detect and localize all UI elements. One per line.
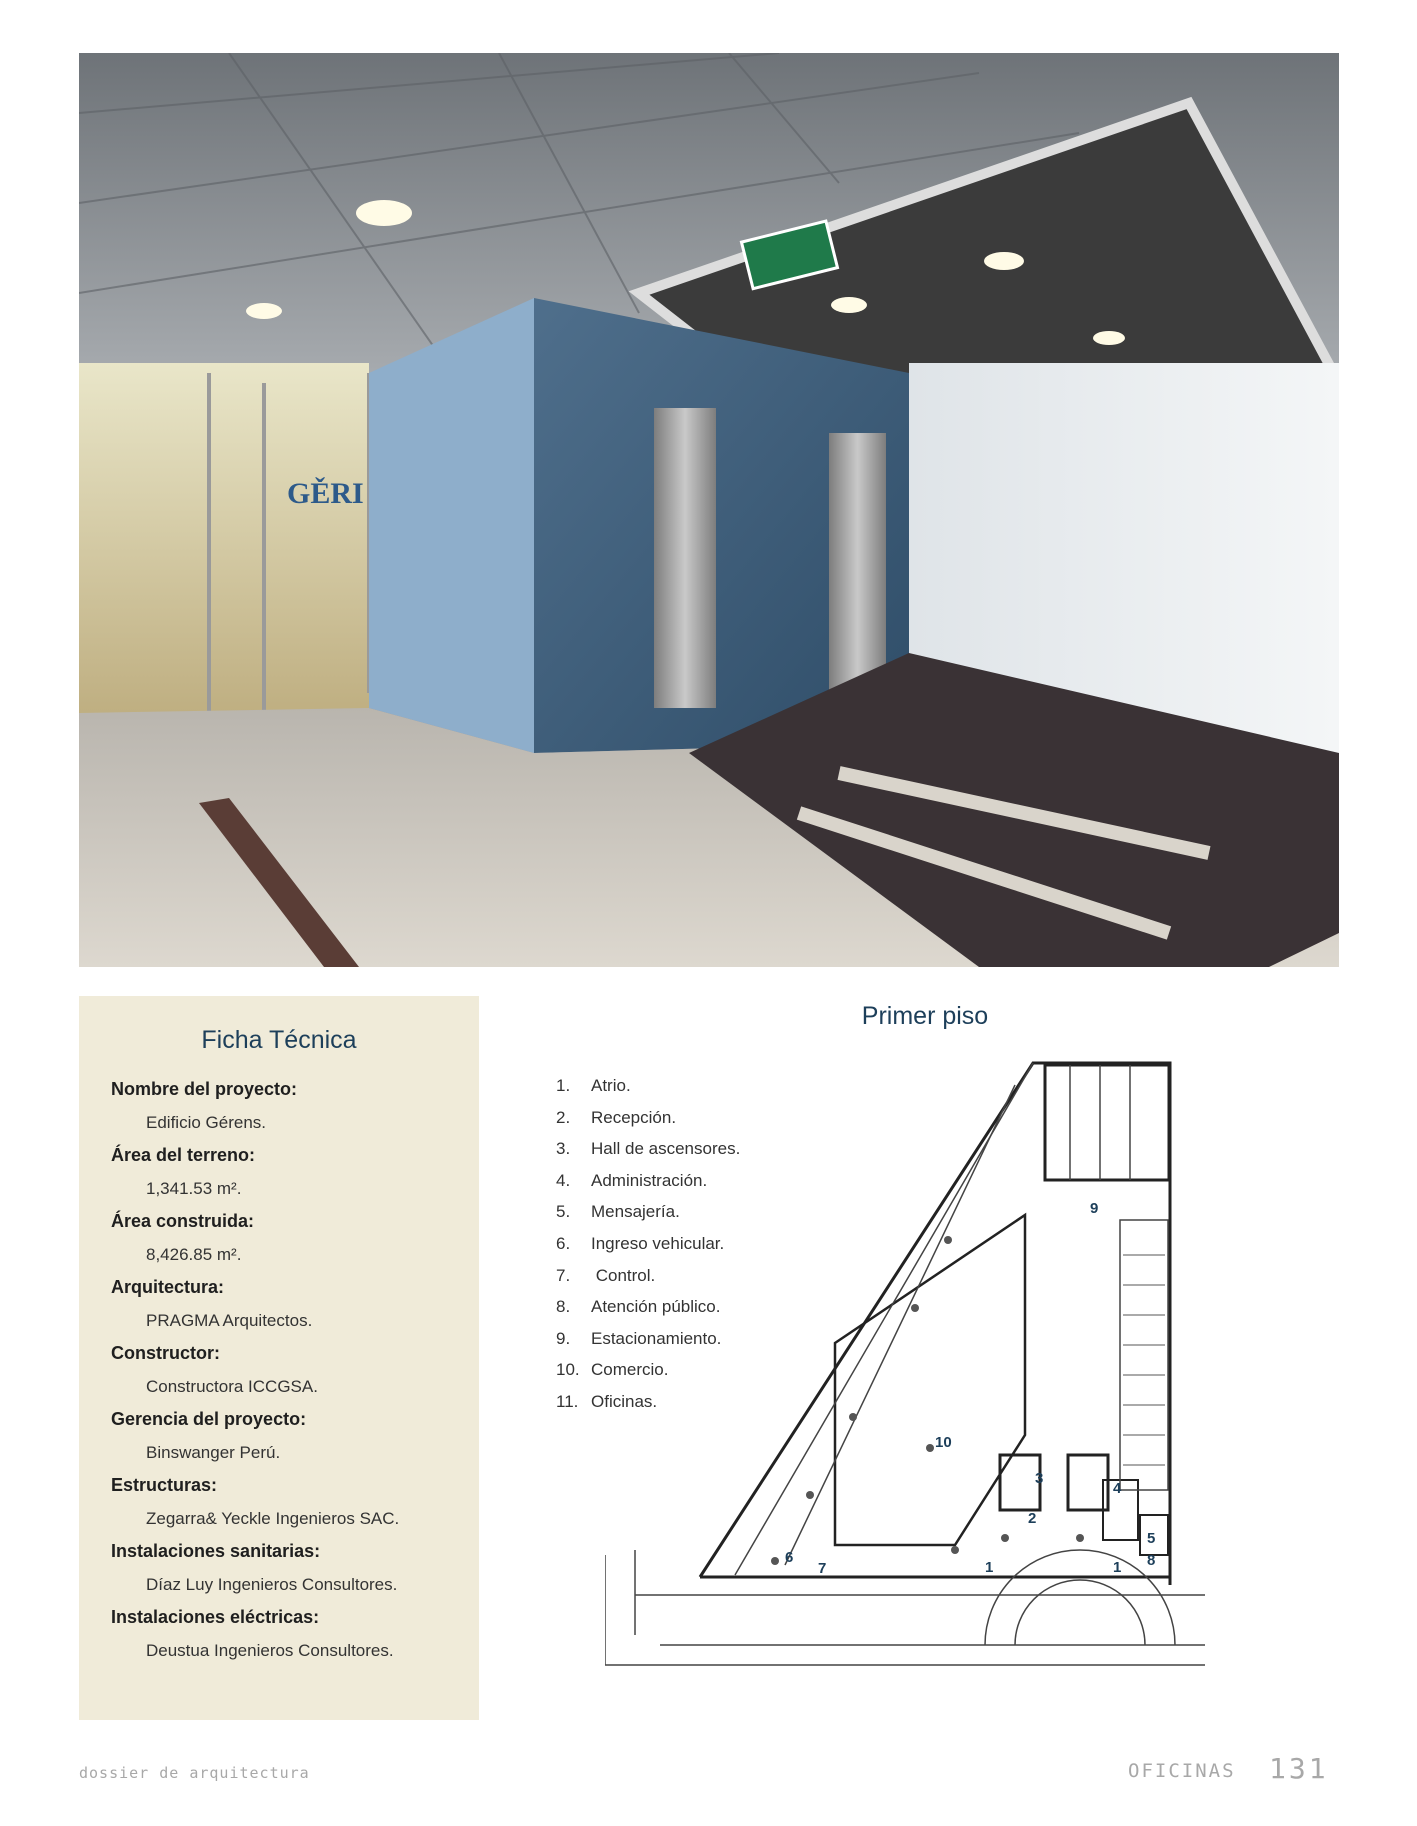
spec-value-estructuras: Zegarra& Yeckle Ingenieros SAC. [146,1509,400,1528]
room-number-1a: 1 [985,1559,994,1576]
room-number-8: 8 [1147,1552,1156,1569]
footer-publication: dossier de arquitectura [79,1764,310,1782]
legend-text: Recepción. [591,1107,677,1127]
legend-number: 10. [556,1360,580,1380]
legend-text: Mensajería. [591,1202,680,1222]
room-number-10: 10 [935,1434,952,1451]
legend-number: 1. [556,1076,571,1095]
lobby-photo-illustration [79,53,1339,967]
legend-number: 9. [556,1328,571,1348]
spec-value-nombre: Edificio Gérens. [146,1113,266,1132]
spec-value-area-construida: 8,426.85 m². [146,1245,242,1264]
legend-text: Ingreso vehicular. [591,1233,725,1253]
legend-text: Administración. [591,1170,708,1190]
spec-value-electricas: Deustua Ingenieros Consultores. [146,1641,394,1660]
spec-label-electricas: Instalaciones eléctricas: [111,1607,320,1627]
spec-label-arquitectura: Arquitectura: [111,1277,225,1297]
spec-label-nombre: Nombre del proyecto: [111,1079,298,1099]
legend-number: 6. [556,1233,571,1253]
legend-text: Comercio. [591,1360,669,1380]
floor-plan-svg [605,1055,1205,1695]
photo-sign-text: GĚRI [287,477,364,510]
spec-value-area-terreno: 1,341.53 m². [146,1179,242,1198]
spec-label-area-construida: Área construida: [111,1211,255,1231]
room-number-2: 2 [1028,1510,1037,1527]
spec-label-area-terreno: Área del terreno: [111,1145,256,1165]
spec-value-gerencia: Binswanger Perú. [146,1443,281,1462]
legend-number: 8. [556,1297,571,1317]
legend-text: Estacionamiento. [591,1328,722,1348]
legend-text: Control. [591,1265,656,1285]
page-number: 131 [1269,1752,1329,1785]
lobby-photo [79,53,1339,967]
room-number-9: 9 [1090,1200,1099,1217]
legend-number: 5. [556,1202,571,1222]
legend-text: Atrio. [591,1076,631,1095]
spec-label-constructor: Constructor: [111,1343,220,1363]
legend-number: 7. [556,1265,571,1285]
ficha-tecnica-title: Ficha Técnica [201,1026,357,1054]
legend-number: 2. [556,1107,571,1127]
room-number-3: 3 [1035,1470,1044,1487]
room-number-1b: 1 [1113,1559,1122,1576]
legend-text: Hall de ascensores. [591,1139,741,1159]
footer-section: OFICINAS [1128,1760,1236,1782]
room-number-7: 7 [818,1560,827,1577]
legend-number: 11. [556,1391,579,1411]
legend-text: Oficinas. [591,1391,658,1411]
room-number-6: 6 [785,1549,794,1566]
legend-text: Atención público. [591,1297,721,1317]
spec-label-gerencia: Gerencia del proyecto: [111,1409,307,1429]
spec-value-sanitarias: Díaz Luy Ingenieros Consultores. [146,1575,398,1594]
spec-value-constructor: Constructora ICCGSA. [146,1377,318,1396]
ficha-tecnica-panel [79,996,479,1720]
spec-label-estructuras: Estructuras: [111,1475,218,1495]
legend-number: 3. [556,1139,571,1159]
floor-plan-drawing [605,1055,1205,1695]
legend-number: 4. [556,1170,571,1190]
plan-title: Primer piso [861,1002,989,1030]
room-number-4: 4 [1113,1480,1122,1497]
spec-label-sanitarias: Instalaciones sanitarias: [111,1541,321,1561]
room-number-5: 5 [1147,1530,1156,1547]
spec-value-arquitectura: PRAGMA Arquitectos. [146,1311,313,1330]
